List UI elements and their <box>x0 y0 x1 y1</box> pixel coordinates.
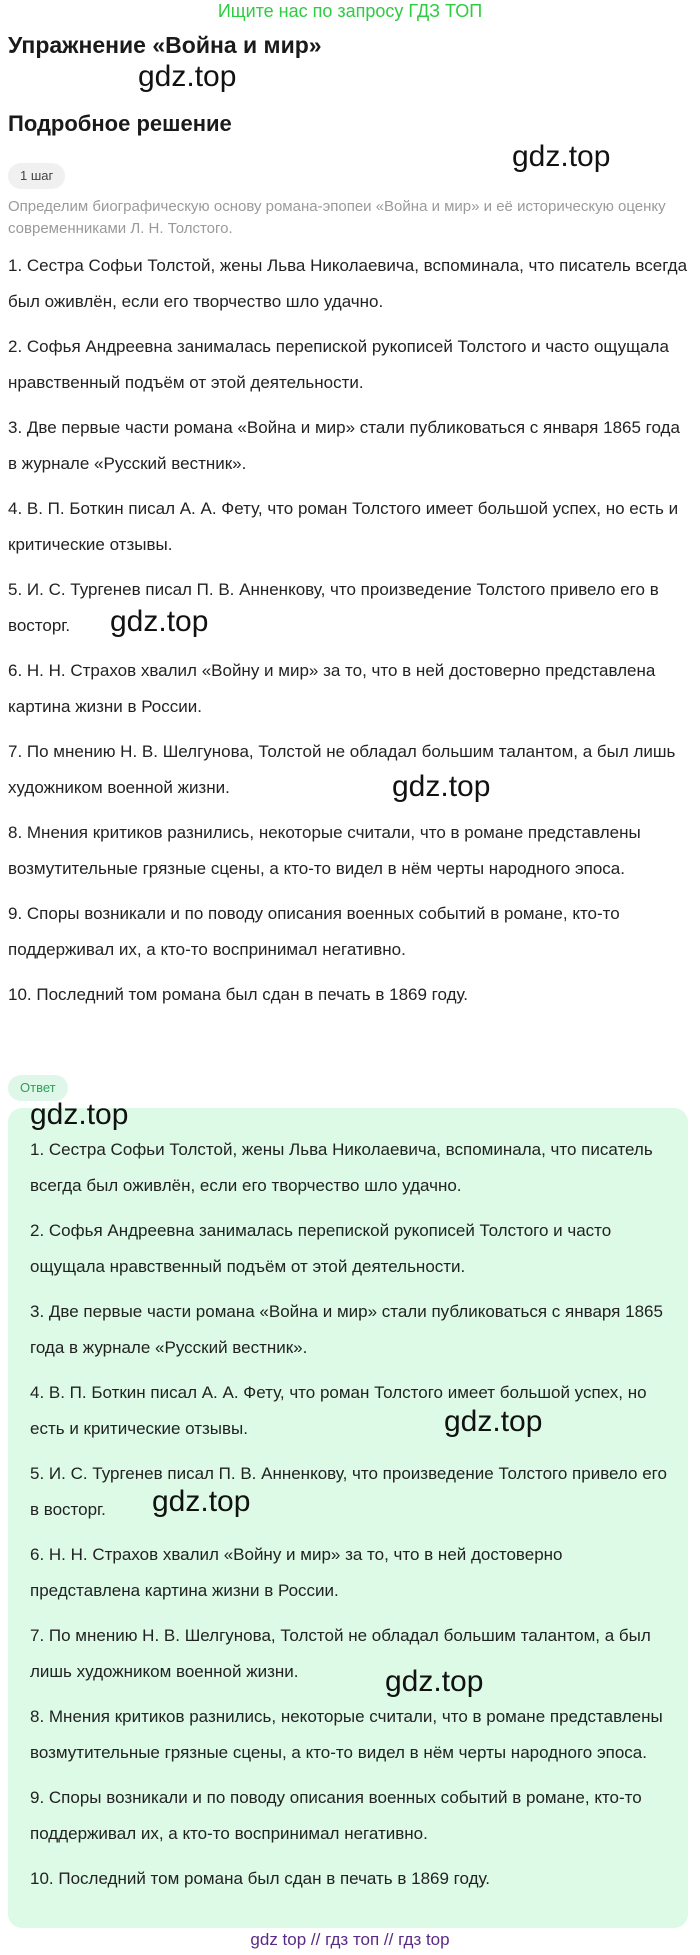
answer-item: 7. По мнению Н. В. Шелгунова, Толстой не обладал большим талантом, а был лишь художником военной жизни. <box>30 1626 651 1681</box>
answer-item: 5. И. С. Тургенев писал П. В. Анненкову, что произведение Толстого привело его в восторг. <box>30 1464 667 1519</box>
watermark: gdz.top <box>110 605 209 638</box>
step-intro: Определим биографическую основу романа-эпопеи «Война и мир» и её историческую оценку современниками Л. Н. Толстого. <box>8 198 666 237</box>
watermark: gdz.top <box>512 140 611 173</box>
solution-item: 6. Н. Н. Страхов хвалил «Войну и мир» за то, что в ней достоверно представлена картина жизни в России. <box>8 661 656 716</box>
solution-item: 4. В. П. Боткин писал А. А. Фету, что роман Толстого имеет большой успех, но есть и критические отзывы. <box>8 499 679 554</box>
step-badge: 1 шаг <box>8 163 65 189</box>
answer-item: 8. Мнения критиков разнились, некоторые считали, что в романе представлены возмутительные грязные сцены, а кто-то видел в нём черты народного эпоса. <box>30 1707 663 1762</box>
answer-item: 4. В. П. Боткин писал А. А. Фету, что роман Толстого имеет большой успех, но есть и критические отзывы. <box>30 1383 647 1438</box>
solution-item: 7. По мнению Н. В. Шелгунова, Толстой не обладал большим талантом, а был лишь художником военной жизни. <box>8 742 676 797</box>
solution-item: 10. Последний том романа был сдан в печать в 1869 году. <box>8 985 469 1004</box>
exercise-title: Упражнение «Война и мир» <box>8 32 322 58</box>
answer-item: 2. Софья Андреевна занималась перепиской рукописей Толстого и часто ощущала нравственный подъём от этой деятельности. <box>30 1221 612 1276</box>
watermark: gdz.top <box>30 1098 129 1131</box>
solution-item: 9. Споры возникали и по поводу описания военных событий в романе, кто-то поддерживал их, а кто-то воспринимал негативно. <box>8 904 620 959</box>
watermark: gdz.top <box>392 770 491 803</box>
footer-links[interactable]: gdz top // гдз топ // гдз top <box>250 1930 450 1949</box>
solution-item: 1. Сестра Софьи Толстой, жены Льва Николаевича, вспоминала, что писатель всегда был оживлён, если его творчество шло удачно. <box>8 256 688 311</box>
solution-item: 3. Две первые части романа «Война и мир» стали публиковаться с января 1865 года в журнале «Русский вестник». <box>8 418 680 473</box>
watermark: gdz.top <box>444 1405 543 1438</box>
answer-item: 9. Споры возникали и по поводу описания военных событий в романе, кто-то поддерживал их, а кто-то воспринимал негативно. <box>30 1788 642 1843</box>
section-title: Подробное решение <box>8 111 232 136</box>
watermark: gdz.top <box>138 60 237 93</box>
answer-item: 1. Сестра Софьи Толстой, жены Льва Николаевича, вспоминала, что писатель всегда был оживлён, если его творчество шло удачно. <box>30 1140 653 1195</box>
solution-item: 5. И. С. Тургенев писал П. В. Анненкову, что произведение Толстого привело его в восторг. <box>8 580 659 635</box>
top-banner[interactable]: Ищите нас по запросу ГДЗ ТОП <box>217 1 483 21</box>
answer-badge: Ответ <box>8 1075 68 1101</box>
solution-item: 2. Софья Андреевна занималась перепиской рукописей Толстого и часто ощущала нравственный подъём от этой деятельности. <box>8 337 669 392</box>
answer-item: 3. Две первые части романа «Война и мир» стали публиковаться с января 1865 года в журнале «Русский вестник». <box>30 1302 663 1357</box>
solution-item: 8. Мнения критиков разнились, некоторые считали, что в романе представлены возмутительные грязные сцены, а кто-то видел в нём черты народного эпоса. <box>8 823 641 878</box>
answer-item: 6. Н. Н. Страхов хвалил «Войну и мир» за то, что в ней достоверно представлена картина жизни в России. <box>30 1545 563 1600</box>
answer-item: 10. Последний том романа был сдан в печать в 1869 году. <box>30 1869 491 1888</box>
watermark: gdz.top <box>152 1485 251 1518</box>
answer-list <box>30 1132 670 1906</box>
watermark: gdz.top <box>385 1665 484 1698</box>
